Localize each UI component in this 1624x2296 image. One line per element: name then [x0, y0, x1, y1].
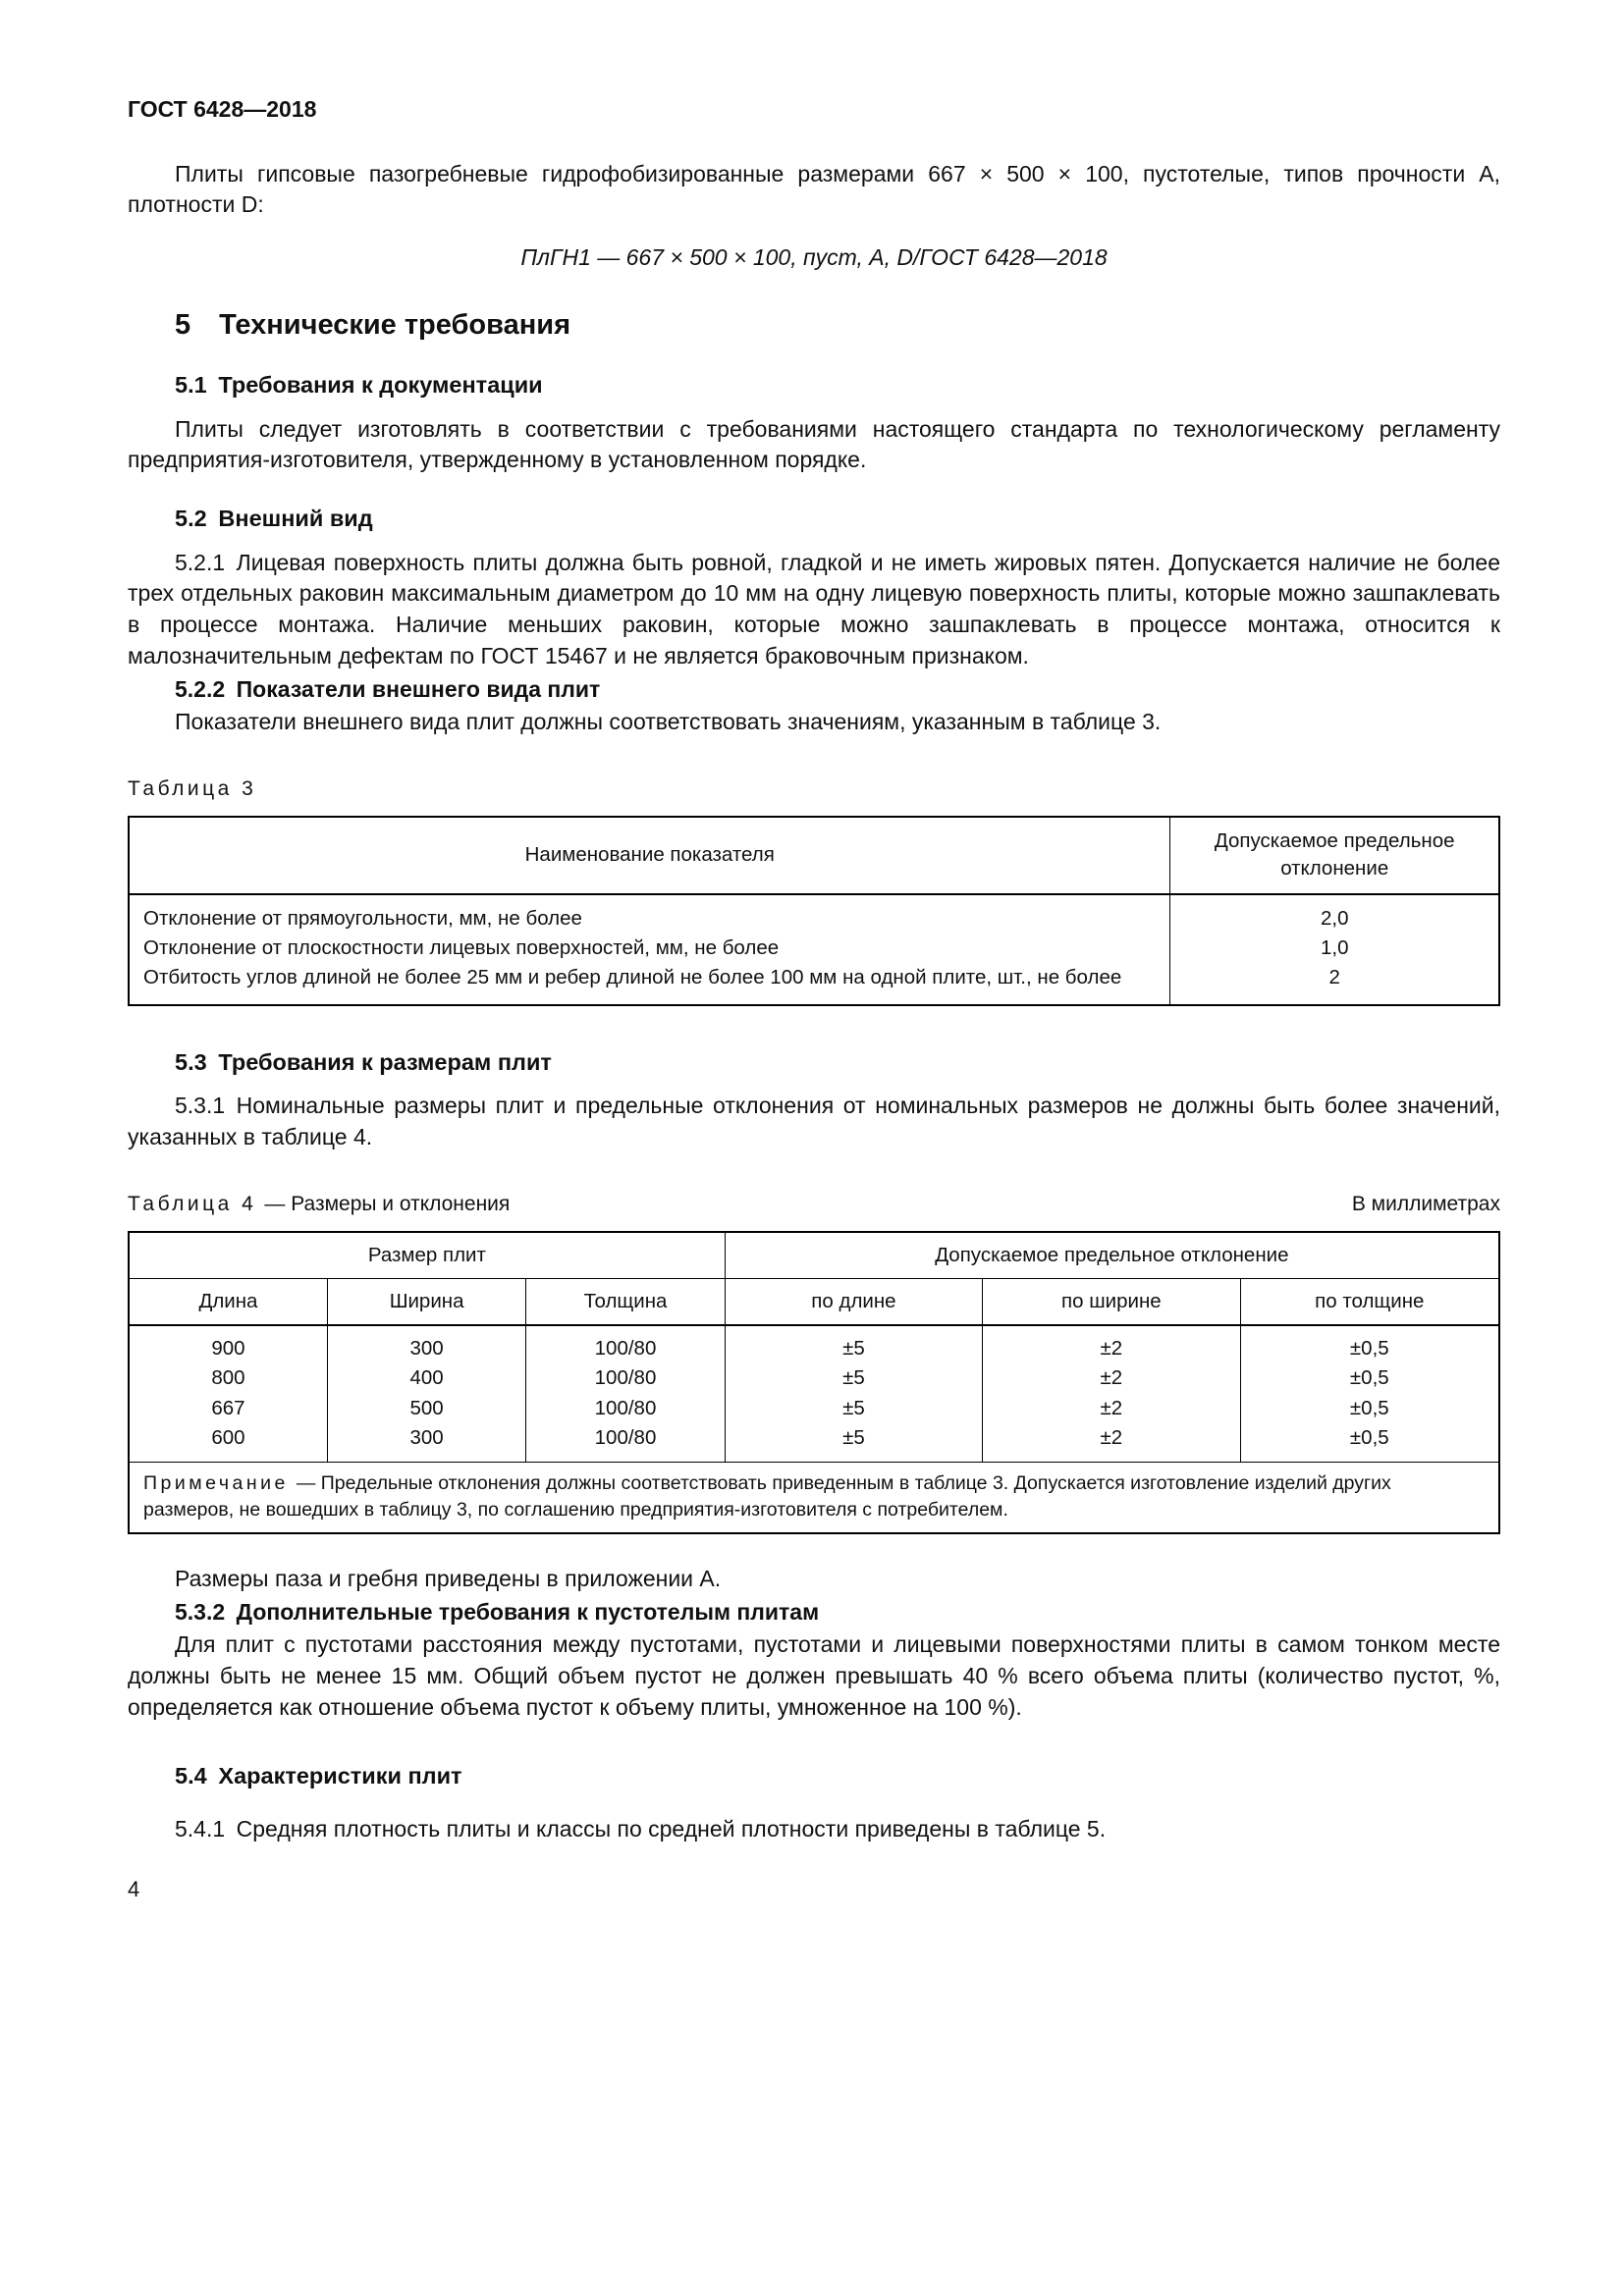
column-header-indicator-name: Наименование показателя: [129, 817, 1170, 894]
thickness-cell: 100/80: [526, 1423, 725, 1463]
deviation-length-cell: ±5: [725, 1423, 982, 1463]
section-5-4-heading: 5.4 Характеристики плит: [175, 1762, 462, 1789]
indicator-value-cell: 2,0: [1170, 894, 1499, 934]
column-header-width: Ширина: [327, 1278, 525, 1325]
column-header-allowed-deviation: Допускаемое предельное отклонение: [1170, 817, 1499, 894]
thickness-cell: 100/80: [526, 1325, 725, 1363]
table-row: [129, 1325, 1499, 1363]
column-header-by-thickness: по толщине: [1240, 1278, 1499, 1325]
column-header-length: Длина: [129, 1278, 327, 1325]
deviation-length-cell: ±5: [725, 1363, 982, 1393]
table-row: [129, 934, 1499, 963]
deviation-length-cell: ±5: [725, 1325, 982, 1363]
paragraph-5-2-2: Показатели внешнего вида плит должны соответствовать значениям, указанным в таблице 3.: [175, 709, 1162, 735]
section-5-3-heading: 5.3 Требования к размерам плит: [175, 1048, 552, 1075]
group-header-plate-size: Размер плит: [129, 1232, 725, 1279]
table-4: [128, 1231, 1500, 1534]
table-4-label: Таблица 4 — Размеры и отклонения: [128, 1192, 511, 1215]
deviation-width-cell: ±2: [983, 1363, 1240, 1393]
intro-paragraph: Плиты гипсовые пазогребневые гидрофобизированные размерами 667 × 500 × 100, пустотелые, типов прочности А, плотности D:: [128, 160, 1500, 218]
table-note-row: [129, 1463, 1499, 1533]
deviation-length-cell: ±5: [725, 1394, 982, 1423]
heading-5-3-2: 5.3.2 Дополнительные требования к пустотелым плитам: [175, 1598, 820, 1625]
table-3: [128, 816, 1500, 1005]
table-4-caption-row: [128, 1191, 1500, 1219]
paragraph-5-4-1: 5.4.1 Средняя плотность плиты и классы по средней плотности приведены в таблице 5.: [175, 1816, 1107, 1842]
indicator-name-cell: Отбитость углов длиной не более 25 мм и ребер длиной не более 100 мм на одной плите, шт., не более: [129, 963, 1170, 1004]
deviation-thickness-cell: ±0,5: [1240, 1394, 1499, 1423]
deviation-width-cell: ±2: [983, 1394, 1240, 1423]
doc-header: [128, 94, 1500, 126]
page-number: 4: [128, 1876, 140, 1901]
table-row: [129, 894, 1499, 934]
section-5-1-heading: 5.1 Требования к документации: [175, 372, 543, 399]
section-5-heading: 5 Технические требования: [175, 308, 570, 341]
table-4-column-header-row: [129, 1278, 1499, 1325]
width-cell: 300: [327, 1423, 525, 1463]
deviation-thickness-cell: ±0,5: [1240, 1325, 1499, 1363]
table-3-header-row: [129, 817, 1499, 894]
length-cell: 667: [129, 1394, 327, 1423]
indicator-name-cell: Отклонение от прямоугольности, мм, не более: [129, 894, 1170, 934]
group-header-allowed-deviation: Допускаемое предельное отклонение: [725, 1232, 1499, 1279]
column-header-by-length: по длине: [725, 1278, 982, 1325]
width-cell: 500: [327, 1394, 525, 1423]
table-note: [129, 1463, 1499, 1533]
doc-number: ГОСТ 6428—2018: [128, 96, 317, 122]
paragraph-5-3-2: Для плит с пустотами расстояния между пустотами, пустотами и лицевыми поверхностями плиты в самом тонком месте должны быть не менее 15 мм. Общий объем пустот не должен превышать 40 % всего объема плиты (количество пустот, %, определяется как отношение объема пустот к объему плиты, умноженное на 100 %).: [128, 1631, 1500, 1720]
column-header-thickness: Толщина: [526, 1278, 725, 1325]
indicator-value-cell: 2: [1170, 963, 1499, 1004]
note-keyword: Примечание: [143, 1472, 289, 1495]
table-4-group-header-row: [129, 1232, 1499, 1279]
table-row: [129, 963, 1499, 1004]
deviation-thickness-cell: ±0,5: [1240, 1423, 1499, 1463]
paragraph-5-3-1: 5.3.1 Номинальные размеры плит и предельные отклонения от номинальных размеров не должны быть более значений, указанных в таблице 4.: [128, 1093, 1500, 1149]
designation-line: ПлГН1 — 667 × 500 × 100, пуст, А, D/ГОСТ 6428—2018: [520, 244, 1108, 271]
thickness-cell: 100/80: [526, 1394, 725, 1423]
width-cell: 300: [327, 1325, 525, 1363]
table-row: [129, 1363, 1499, 1393]
section-5-2-heading: 5.2 Внешний вид: [175, 506, 373, 532]
table-3-label: Таблица 3: [128, 777, 257, 801]
paragraph-5-2-1: 5.2.1 Лицевая поверхность плиты должна быть ровной, гладкой и не иметь жировых пятен. Допускается наличие не более трех отдельных раковин максимальным диаметром до 10 мм на одну лицевую поверхность плиты, которые можно зашпаклевать в процессе монтажа. Наличие меньших раковин, которые можно зашпаклевать в процессе монтажа, относится к малозначительным дефектам по ГОСТ 15467 и не является браковочным признаком.: [128, 549, 1500, 668]
table-4-units-label: В миллиметрах: [1351, 1192, 1500, 1215]
thickness-cell: 100/80: [526, 1363, 725, 1393]
column-header-by-width: по ширине: [983, 1278, 1240, 1325]
length-cell: 600: [129, 1423, 327, 1463]
width-cell: 400: [327, 1363, 525, 1393]
indicator-name-cell: Отклонение от плоскостности лицевых поверхностей, мм, не более: [129, 934, 1170, 963]
deviation-width-cell: ±2: [983, 1325, 1240, 1363]
paragraph-annex-reference: Размеры паза и гребня приведены в приложении А.: [175, 1565, 722, 1591]
heading-5-2-2: 5.2.2 Показатели внешнего вида плит: [175, 675, 601, 702]
table-row: [129, 1394, 1499, 1423]
note-text: — Предельные отклонения должны соответствовать приведенным в таблице 3. Допускается изготовление изделий других размеров, не вошедших в таблицу 3, по соглашению предприятия-изготовителя с потребителем.: [143, 1472, 1391, 1521]
length-cell: 900: [129, 1325, 327, 1363]
table-row: [129, 1423, 1499, 1463]
deviation-thickness-cell: ±0,5: [1240, 1363, 1499, 1393]
indicator-value-cell: 1,0: [1170, 934, 1499, 963]
deviation-width-cell: ±2: [983, 1423, 1240, 1463]
length-cell: 800: [129, 1363, 327, 1393]
paragraph-5-1: Плиты следует изготовлять в соответствии с требованиями настоящего стандарта по технологическому регламенту предприятия-изготовителя, утвержденному в установленном порядке.: [128, 415, 1500, 473]
